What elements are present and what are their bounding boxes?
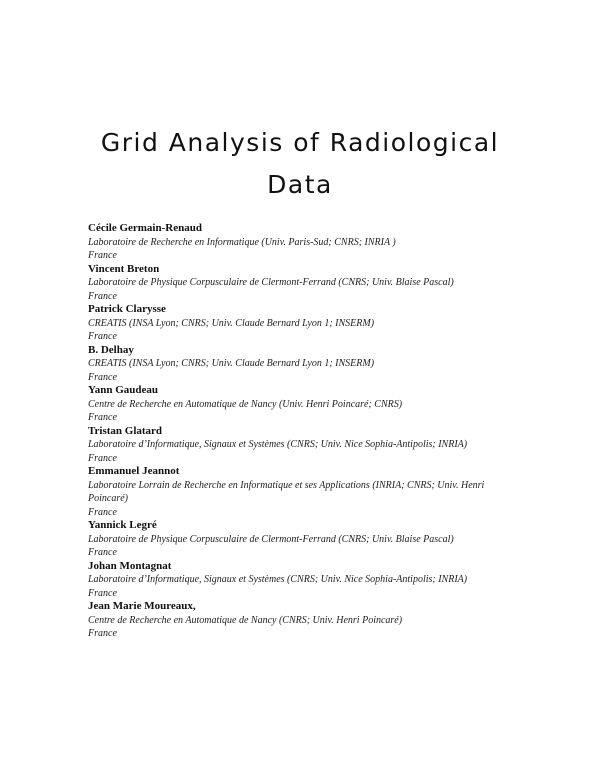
author-affiliation: CREATIS (INSA Lyon; CNRS; Univ. Claude Bernard Lyon 1; INSERM) bbox=[88, 358, 375, 369]
author-country: France bbox=[88, 412, 117, 423]
author-name: Johan Montagnat bbox=[88, 559, 172, 572]
author-entry bbox=[88, 263, 508, 304]
author-name: Yann Gaudeau bbox=[88, 384, 159, 396]
author-name: B. Delhay bbox=[88, 343, 134, 356]
author-list bbox=[88, 222, 508, 641]
author-entry bbox=[88, 303, 508, 344]
author-affiliation: Centre de Recherche en Automatique de Nancy (Univ. Henri Poincaré; CNRS) bbox=[88, 398, 403, 410]
author-entry bbox=[88, 384, 508, 425]
author-entry bbox=[88, 600, 508, 641]
paper-title-line-1: Grid Analysis of Radiological bbox=[100, 128, 500, 157]
author-country: France bbox=[88, 290, 117, 302]
author-name: Cécile Germain-Renaud bbox=[88, 222, 202, 234]
author-country: France bbox=[88, 547, 117, 558]
author-country: France bbox=[88, 250, 117, 261]
author-country: France bbox=[88, 506, 117, 518]
author-entry bbox=[88, 344, 508, 385]
author-name: Jean Marie Moureaux, bbox=[88, 600, 196, 612]
author-country: France bbox=[88, 452, 117, 464]
author-affiliation: Laboratoire de Physique Corpusculaire de Clermont-Ferrand (CNRS; Univ. Blaise Pascal) bbox=[88, 277, 454, 288]
author-name: Yannick Legré bbox=[88, 519, 157, 531]
author-country: France bbox=[88, 371, 117, 383]
author-name: Emmanuel Jeannot bbox=[88, 465, 180, 477]
author-affiliation: CREATIS (INSA Lyon; CNRS; Univ. Claude Bernard Lyon 1; INSERM) bbox=[88, 317, 375, 329]
author-affiliation: Laboratoire d’Informatique, Signaux et Systèmes (CNRS; Univ. Nice Sophia-Antipolis; INRIA) bbox=[88, 439, 468, 450]
author-name: Patrick Clarysse bbox=[88, 303, 166, 315]
author-affiliation: Laboratoire Lorrain de Recherche en Informatique et ses Applications (INRIA; CNRS; Univ. Henri Poincaré) bbox=[88, 479, 485, 504]
author-name: Vincent Breton bbox=[88, 262, 160, 275]
author-entry bbox=[88, 222, 508, 263]
paper-title-line-2: Data bbox=[267, 170, 333, 199]
author-entry bbox=[88, 519, 508, 560]
author-affiliation: Laboratoire de Recherche en Informatique (Univ. Paris-Sud; CNRS; INRIA ) bbox=[88, 236, 396, 248]
author-country: France bbox=[88, 331, 117, 342]
author-entry bbox=[88, 560, 508, 601]
author-name: Tristan Glatard bbox=[88, 424, 163, 437]
author-country: France bbox=[88, 628, 117, 639]
author-entry bbox=[88, 425, 508, 466]
author-country: France bbox=[88, 587, 117, 599]
paper-title bbox=[0, 122, 600, 206]
author-affiliation: Laboratoire de Physique Corpusculaire de Clermont-Ferrand (CNRS; Univ. Blaise Pascal) bbox=[88, 533, 454, 545]
author-affiliation: Laboratoire d’Informatique, Signaux et Systèmes (CNRS; Univ. Nice Sophia-Antipolis; INRIA) bbox=[88, 574, 468, 585]
author-entry bbox=[88, 465, 508, 519]
author-affiliation: Centre de Recherche en Automatique de Nancy (CNRS; Univ. Henri Poincaré) bbox=[88, 614, 403, 626]
